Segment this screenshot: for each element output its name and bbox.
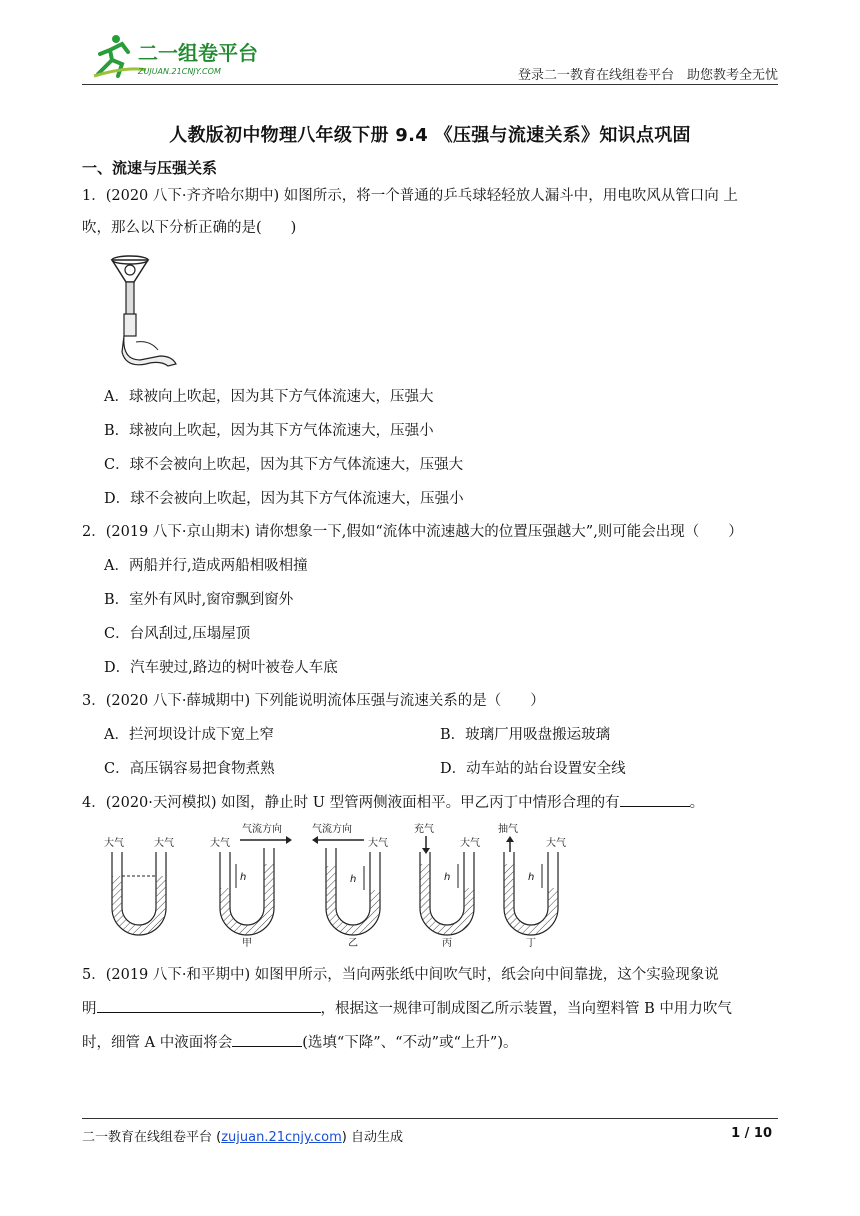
- label-deflate: 抽气: [498, 824, 518, 835]
- question-2-stem: 2．(2019 八下·京山期末) 请你想象一下,假如“流体中流速越大的位置压强越大”,则可能会出现（ ）: [82, 524, 743, 540]
- question-5-line2-end: ，根据这一规律可制成图乙所示装置，当向塑料管 B 中用力吹气: [320, 1001, 732, 1017]
- label-air-left: 大气: [104, 838, 124, 849]
- question-3-option-d[interactable]: D．动车站的站台设置安全线: [440, 761, 626, 777]
- label-bing: 丙: [442, 938, 452, 949]
- u-tube-jia: [210, 822, 292, 949]
- question-2-option-a[interactable]: A．两船并行,造成两船相吸相撞: [104, 558, 308, 574]
- question-1-option-c[interactable]: C．球不会被向上吹起，因为其下方气体流速大，压强大: [104, 457, 464, 473]
- question-1-stem-line1: 1．(2020 八下·齐齐哈尔期中) 如图所示，将一个普通的乒乓球轻轻放人漏斗中，用电吹风从管口向 上: [82, 188, 738, 204]
- question-3-option-a[interactable]: A．拦河坝设计成下宽上窄: [104, 727, 274, 743]
- label-h-jia: h: [240, 872, 247, 883]
- question-1: [82, 182, 778, 242]
- question-5-answer-blank-2[interactable]: [232, 1030, 302, 1047]
- label-air-ding: 大气: [546, 838, 566, 849]
- logo-text: 二一组卷平台: [138, 41, 258, 65]
- question-3-option-c[interactable]: C．高压锅容易把食物煮熟: [104, 761, 275, 777]
- funnel-hairdryer-figure: [106, 252, 188, 372]
- footer-source-suffix: ) 自动生成: [341, 1130, 403, 1145]
- question-2: [82, 518, 778, 688]
- question-1-stem-line2: 吹，那么以下分析正确的是( ): [82, 220, 297, 236]
- u-tube-reference: [104, 836, 174, 935]
- u-tube-yi: [312, 822, 388, 949]
- question-1-option-b[interactable]: B．球被向上吹起，因为其下方气体流速大，压强小: [104, 423, 434, 439]
- header-slogan: 登录二一教育在线组卷平台 助您教考全无忧: [517, 68, 778, 83]
- question-5-line3-start: 时，细管 A 中液面将会: [82, 1035, 233, 1051]
- page-number: 1 / 10: [731, 1126, 772, 1141]
- section-title: 一、流速与压强关系: [82, 159, 218, 177]
- question-5: [82, 958, 778, 1060]
- label-air-yi: 大气: [368, 838, 388, 849]
- question-5-line1: 5．(2019 八下·和平期中) 如图甲所示，当向两张纸中间吹气时，纸会向中间靠拢，这个实验现象说: [82, 967, 719, 983]
- label-h-ding: h: [528, 872, 535, 883]
- label-h-yi: h: [350, 874, 357, 885]
- label-yi: 乙: [348, 938, 358, 949]
- question-4-answer-blank[interactable]: [620, 790, 690, 807]
- footer-source: [82, 1126, 403, 1145]
- logo-subtext: ZUJUAN.21CNJY.COM: [138, 67, 221, 76]
- question-2-option-b[interactable]: B．室外有风时,窗帘飘到窗外: [104, 592, 294, 608]
- label-h-bing: h: [444, 872, 451, 883]
- label-air-jia: 大气: [210, 838, 230, 849]
- question-2-option-c[interactable]: C．台风刮过,压塌屋顶: [104, 626, 251, 642]
- footer-link[interactable]: zujuan.21cnjy.com: [221, 1130, 342, 1145]
- u-tube-figure: [100, 818, 600, 950]
- question-5-line2-start: 明: [82, 1001, 97, 1017]
- page-title: 人教版初中物理八年级下册 9.4 《压强与流速关系》知识点巩固: [169, 125, 691, 146]
- label-airflow-yi: 气流方向: [312, 824, 352, 835]
- question-4-stem: 4．(2020·天河模拟) 如图，静止时 U 型管两侧液面相平。甲乙丙丁中情形合理的有: [82, 795, 620, 811]
- header-divider: [82, 84, 778, 85]
- label-inflate: 充气: [414, 824, 434, 835]
- footer-source-prefix: 二一教育在线组卷平台 (: [82, 1130, 222, 1145]
- label-air-bing: 大气: [460, 838, 480, 849]
- question-5-answer-blank-1[interactable]: [97, 996, 321, 1013]
- label-jia: 甲: [242, 938, 252, 949]
- question-1-option-a[interactable]: A．球被向上吹起，因为其下方气体流速大，压强大: [104, 389, 434, 405]
- label-ding: 丁: [526, 938, 536, 949]
- question-1-option-d[interactable]: D．球不会被向上吹起，因为其下方气体流速大，压强小: [104, 491, 464, 507]
- question-4-stem-end: 。: [689, 795, 705, 811]
- question-1-options: [82, 383, 778, 519]
- label-airflow-jia: 气流方向: [242, 824, 282, 835]
- question-3-stem: 3．(2020 八下·薛城期中) 下列能说明流体压强与流速关系的是（ ）: [82, 693, 545, 709]
- question-5-line3-end: (选填“下降”、“不动”或“上升”)。: [302, 1035, 518, 1051]
- logo: [88, 30, 278, 82]
- question-4: [82, 789, 778, 817]
- question-3-option-b[interactable]: B．玻璃厂用吸盘搬运玻璃: [440, 727, 611, 743]
- label-air-right: 大气: [154, 838, 174, 849]
- u-tube-bing: [414, 822, 480, 949]
- question-2-option-d[interactable]: D．汽车驶过,路边的树叶被卷人车底: [104, 660, 338, 676]
- footer-divider: [82, 1118, 778, 1119]
- question-3: [82, 687, 778, 789]
- u-tube-ding: [498, 822, 566, 949]
